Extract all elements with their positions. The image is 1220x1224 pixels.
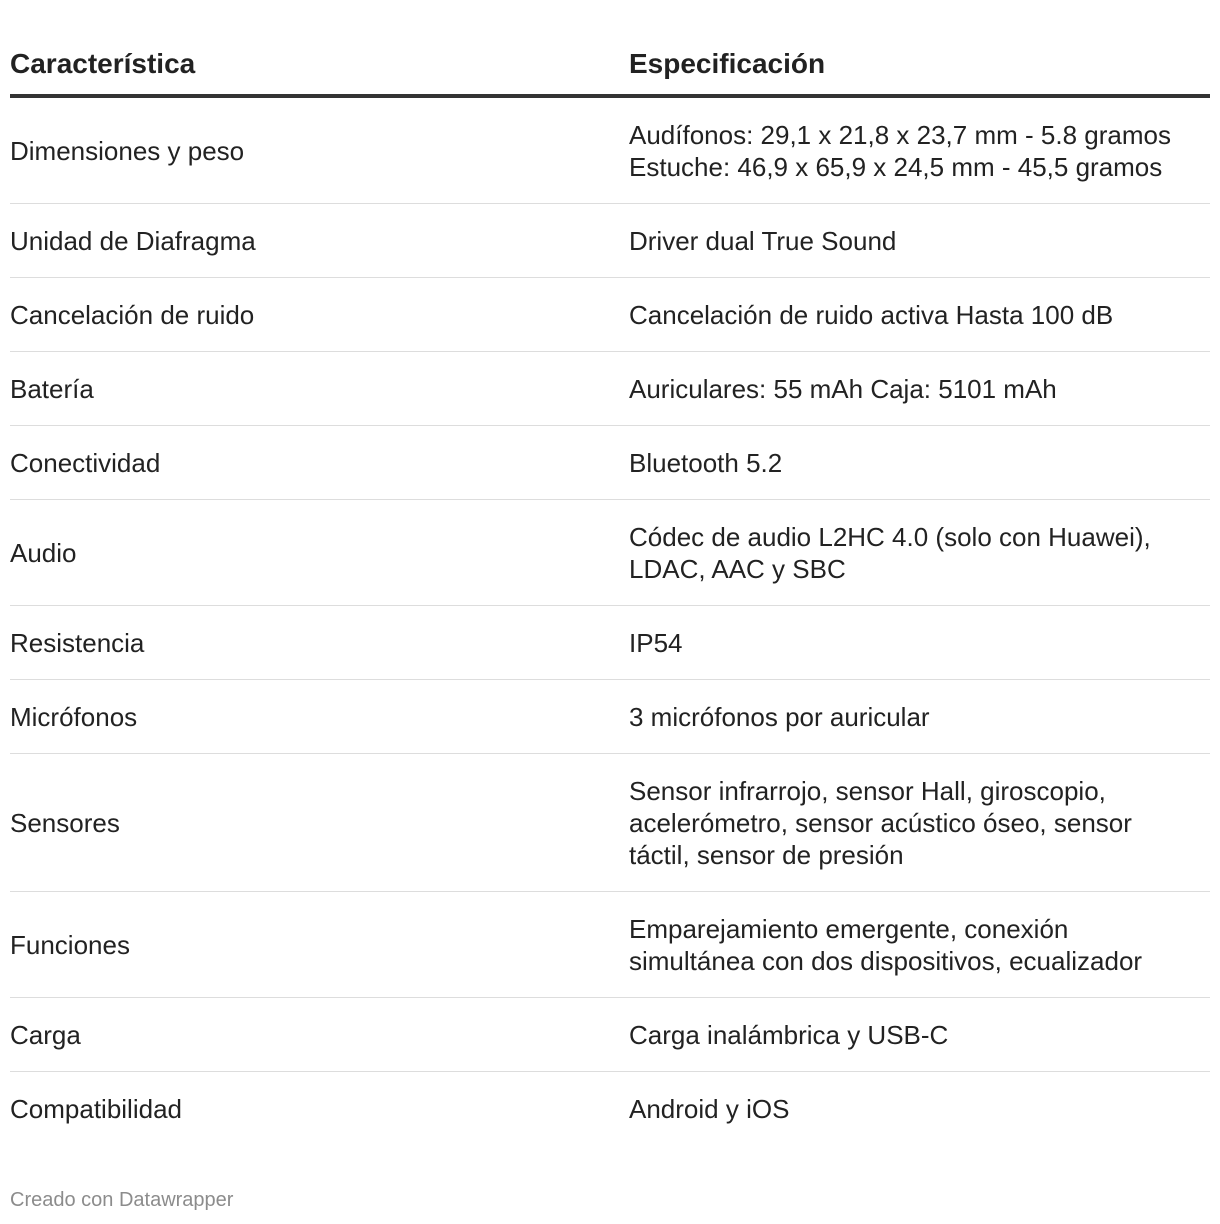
spec-cell	[629, 447, 1210, 479]
feature-cell: Cancelación de ruido	[10, 299, 255, 330]
spec-cell	[629, 225, 1210, 257]
feature-cell: Funciones	[10, 929, 130, 960]
spec-line: Auriculares: 55 mAh Caja: 5101 mAh	[629, 373, 1057, 404]
feature-cell: Conectividad	[10, 447, 161, 478]
feature-cell: Unidad de Diafragma	[10, 225, 256, 256]
spec-line: Bluetooth 5.2	[629, 447, 783, 478]
spec-line: IP54	[629, 627, 683, 658]
spec-cell	[629, 1093, 1210, 1125]
spec-line: Cancelación de ruido activa Hasta 100 dB	[629, 299, 1114, 330]
table-row	[10, 680, 1210, 754]
table-row	[10, 426, 1210, 500]
spec-line: LDAC, AAC y SBC	[629, 553, 846, 584]
spec-line: Android y iOS	[629, 1094, 790, 1124]
spec-cell	[629, 119, 1210, 183]
table-row	[10, 1072, 1210, 1146]
spec-line: Códec de audio L2HC 4.0 (solo con Huawei),	[629, 521, 1151, 552]
feature-cell: Sensores	[10, 807, 120, 838]
spec-line: acelerómetro, sensor acústico óseo, sensor	[629, 807, 1132, 838]
spec-line: Driver dual True Sound	[629, 225, 897, 256]
spec-cell	[629, 627, 1210, 659]
table-row	[10, 278, 1210, 352]
spec-line: Sensor infrarrojo, sensor Hall, giroscopio,	[629, 775, 1106, 806]
table-row	[10, 998, 1210, 1072]
spec-cell	[629, 775, 1210, 871]
table-row	[10, 352, 1210, 426]
spec-cell	[629, 299, 1210, 331]
table-row	[10, 606, 1210, 680]
spec-line: 3 micrófonos por auricular	[629, 701, 930, 732]
table-row	[10, 98, 1210, 204]
feature-cell: Audio	[10, 537, 77, 568]
spec-line: simultánea con dos dispositivos, ecualizador	[629, 945, 1143, 976]
spec-cell	[629, 701, 1210, 733]
feature-cell: Resistencia	[10, 627, 145, 658]
header-spec: Especificación	[629, 48, 826, 79]
feature-cell: Compatibilidad	[10, 1094, 182, 1124]
spec-line: táctil, sensor de presión	[629, 839, 904, 870]
header-feature: Característica	[10, 48, 196, 79]
feature-cell: Micrófonos	[10, 701, 138, 732]
spec-cell	[629, 913, 1210, 977]
feature-cell: Dimensiones y peso	[10, 135, 245, 166]
spec-line: Emparejamiento emergente, conexión	[629, 913, 1069, 944]
table-row	[10, 754, 1210, 892]
spec-cell	[629, 373, 1210, 405]
spec-line: Audífonos: 29,1 x 21,8 x 23,7 mm - 5.8 gramos	[629, 119, 1171, 150]
table-header	[10, 34, 1210, 98]
spec-line: Estuche: 46,9 x 65,9 x 24,5 mm - 45,5 gramos	[629, 151, 1163, 182]
table-row	[10, 892, 1210, 998]
table-row	[10, 500, 1210, 606]
table-row	[10, 204, 1210, 278]
spec-cell	[629, 521, 1210, 585]
footer-credit[interactable]: Creado con Datawrapper	[10, 1189, 234, 1211]
feature-cell: Carga	[10, 1019, 81, 1050]
spec-table	[10, 34, 1210, 1146]
feature-cell: Batería	[10, 373, 94, 404]
spec-line: Carga inalámbrica y USB-C	[629, 1019, 949, 1050]
spec-cell	[629, 1019, 1210, 1051]
